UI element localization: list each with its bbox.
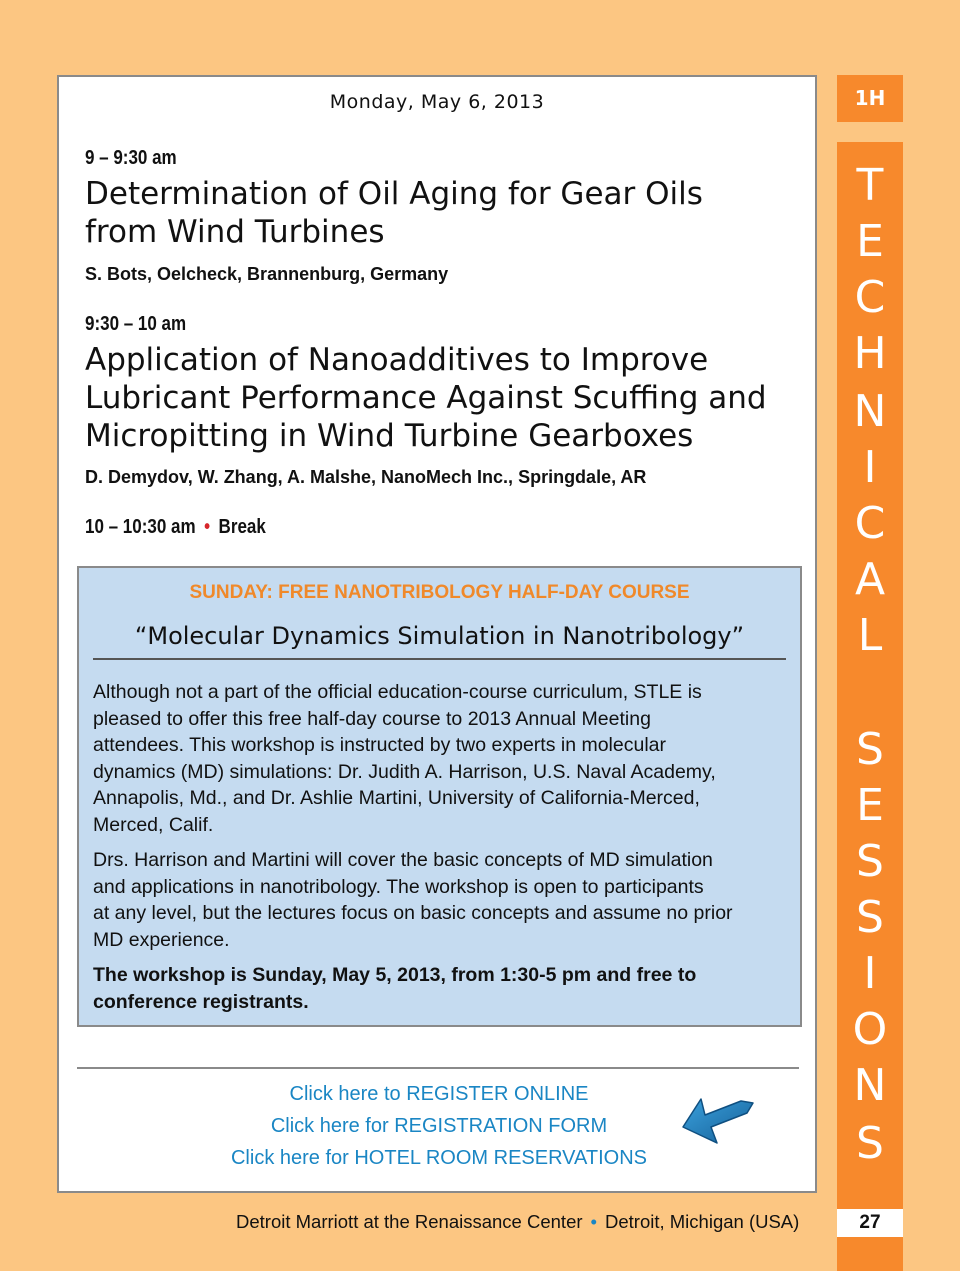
registration-form-link[interactable]: Click here for REGISTRATION FORM bbox=[270, 1115, 608, 1137]
session-time: 9:30 – 10 am bbox=[85, 313, 187, 335]
sidebar-letter: A bbox=[854, 554, 886, 605]
sidebar-letter: H bbox=[853, 328, 887, 379]
bullet-dot: • bbox=[590, 1211, 597, 1232]
session-title bbox=[85, 175, 703, 251]
session-title bbox=[85, 341, 767, 455]
session-authors: D. Demydov, W. Zhang, A. Malshe, NanoMech Inc., Springdale, AR bbox=[85, 467, 647, 487]
sidebar-letter: S bbox=[856, 836, 884, 887]
sidebar-letter: S bbox=[856, 1118, 884, 1169]
sidebar-letter: C bbox=[854, 272, 886, 323]
text-line: Although not a part of the official education-course curriculum, STLE is bbox=[93, 681, 702, 703]
session-authors: S. Bots, Oelcheck, Brannenburg, Germany bbox=[85, 264, 449, 284]
register-online-link[interactable]: Click here to REGISTER ONLINE bbox=[289, 1083, 589, 1105]
sidebar-letter: E bbox=[856, 780, 884, 831]
bullet-dot: • bbox=[204, 516, 211, 538]
title-line: Micropitting in Wind Turbine Gearboxes bbox=[85, 418, 694, 454]
course-callout bbox=[77, 566, 802, 1027]
sidebar-letter: N bbox=[853, 386, 887, 437]
text-line: MD experience. bbox=[93, 928, 230, 951]
course-paragraph bbox=[93, 679, 784, 838]
break-label: Break bbox=[218, 516, 266, 538]
text-line: conference registrants. bbox=[93, 990, 309, 1013]
footer-city: Detroit, Michigan (USA) bbox=[605, 1211, 800, 1232]
title-line: from Wind Turbines bbox=[85, 214, 385, 250]
technical-sessions-sidebar bbox=[837, 142, 903, 1271]
divider bbox=[77, 1067, 799, 1069]
session-time: 9 – 9:30 am bbox=[85, 147, 177, 169]
title-line: Lubricant Performance Against Scuffing and bbox=[85, 380, 767, 416]
text-line: attendees. This workshop is instructed by two experts in molecular bbox=[93, 734, 666, 756]
text-line: and applications in nanotribology. The workshop is open to participants bbox=[93, 875, 704, 898]
break-row bbox=[85, 516, 266, 539]
title-line: Application of Nanoadditives to Improve bbox=[85, 342, 709, 378]
hotel-reservations-link[interactable]: Click here for HOTEL ROOM RESERVATIONS bbox=[230, 1147, 647, 1169]
text-line: at any level, but the lectures focus on basic concepts and assume no prior bbox=[93, 902, 733, 924]
course-heading: SUNDAY: FREE NANOTRIBOLOGY HALF-DAY COURSE bbox=[189, 582, 690, 603]
sidebar-letter: L bbox=[857, 610, 883, 661]
page-date: Monday, May 6, 2013 bbox=[329, 91, 545, 113]
session-code-tab: 1H bbox=[837, 75, 903, 122]
course-title: “Molecular Dynamics Simulation in Nanotribology” bbox=[93, 622, 786, 660]
text-line: The workshop is Sunday, May 5, 2013, from 1:30-5 pm and free to bbox=[93, 964, 697, 986]
course-date-note bbox=[93, 962, 784, 1015]
sidebar-letter: S bbox=[856, 724, 884, 775]
title-line: Determination of Oil Aging for Gear Oils bbox=[85, 176, 703, 212]
text-line: Drs. Harrison and Martini will cover the basic concepts of MD simulation bbox=[93, 849, 713, 871]
text-line: dynamics (MD) simulations: Dr. Judith A. Harrison, U.S. Naval Academy, bbox=[93, 760, 716, 783]
sidebar-letter: T bbox=[856, 160, 884, 211]
sidebar-letter: O bbox=[852, 1004, 888, 1055]
sidebar-letter: E bbox=[856, 216, 884, 267]
break-time: 10 – 10:30 am bbox=[85, 516, 196, 538]
text-line: Merced, Calif. bbox=[93, 813, 214, 836]
footer-venue: Detroit Marriott at the Renaissance Center bbox=[236, 1211, 583, 1232]
program-page bbox=[57, 75, 817, 1193]
footer bbox=[236, 1211, 799, 1233]
arrow-left-icon bbox=[677, 1091, 759, 1153]
page-number: 27 bbox=[837, 1209, 903, 1237]
sidebar-letter: I bbox=[863, 442, 877, 493]
sidebar-letter: S bbox=[856, 892, 884, 943]
sidebar-letter: N bbox=[853, 1060, 887, 1111]
sidebar-letter: I bbox=[863, 948, 877, 999]
course-paragraph bbox=[93, 847, 784, 953]
sidebar-letter: C bbox=[854, 498, 886, 549]
text-line: pleased to offer this free half-day course to 2013 Annual Meeting bbox=[93, 707, 651, 730]
text-line: Annapolis, Md., and Dr. Ashlie Martini, University of California-Merced, bbox=[93, 787, 700, 809]
